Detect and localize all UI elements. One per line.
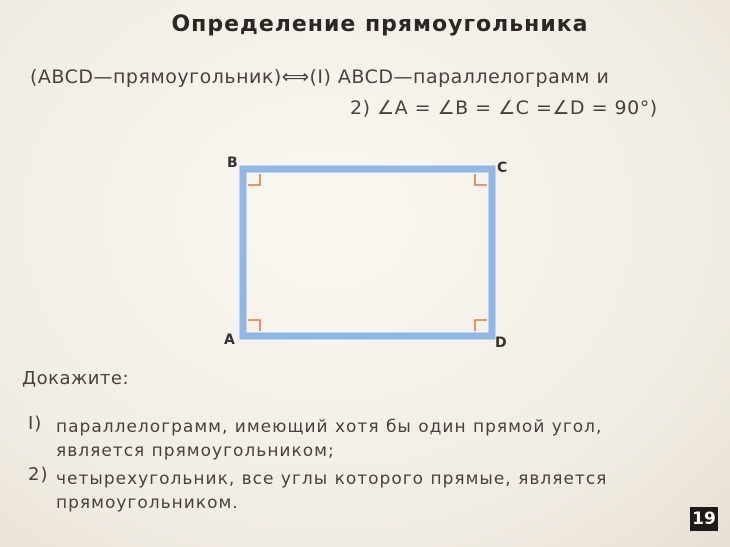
prove-item-2-line-1: четырехугольник, все углы которого прямые, является	[56, 469, 608, 489]
prove-item-1-number: I)	[28, 413, 43, 434]
vertex-label-c: C	[497, 160, 508, 176]
vertex-label-d: D	[495, 335, 507, 351]
prove-item-1-line-2: является прямоугольником;	[56, 441, 335, 461]
vertex-label-a: A	[224, 332, 235, 348]
definition-line-1: (ABCD—прямоугольник)⟺(I) ABCD—параллелограмм и	[30, 66, 610, 88]
vertex-label-b: B	[227, 155, 238, 171]
right-angle-mark-a	[248, 320, 260, 331]
rectangle-abcd	[243, 169, 492, 336]
definition-line-2: 2) ∠A = ∠B = ∠C =∠D = 90°)	[350, 97, 658, 119]
page-number-badge: 19	[690, 507, 718, 531]
prove-item-2-number: 2)	[28, 464, 49, 485]
right-angle-mark-d	[475, 320, 487, 331]
slide-title: Определение прямоугольника	[171, 12, 589, 37]
prove-item-1-line-1: параллелограмм, имеющий хотя бы один прямой угол,	[56, 417, 603, 437]
prove-heading: Докажите:	[22, 368, 130, 389]
prove-item-2-line-2: прямоугольником.	[56, 493, 239, 513]
right-angle-mark-c	[475, 174, 487, 185]
right-angle-mark-b	[248, 174, 260, 185]
